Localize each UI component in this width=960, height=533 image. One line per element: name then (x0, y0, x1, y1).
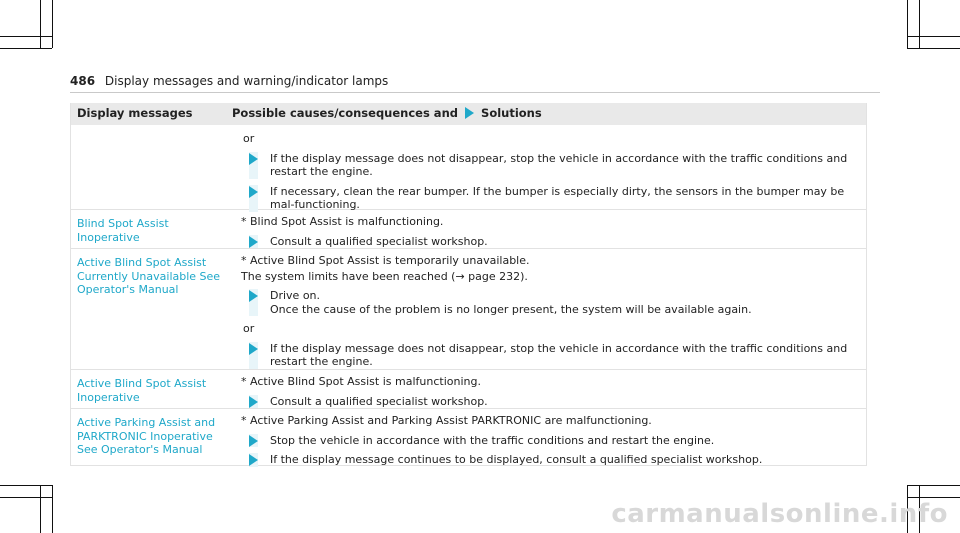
crop-mark (907, 485, 960, 486)
table-row (71, 209, 866, 248)
step-text: If the display message does not disappear, stop the vehicle in accordance with the traffic conditions and restart the engine. (270, 341, 848, 368)
step-text: If the display message does not disappear, stop the vehicle in accordance with the traffic conditions and restart the engine. (270, 151, 848, 178)
step-arrow-icon (249, 343, 258, 355)
crop-mark (52, 485, 53, 533)
step-bar (249, 453, 258, 467)
step-arrow-icon (249, 153, 258, 165)
crop-mark (907, 0, 908, 48)
page-number: 486 (70, 74, 96, 88)
table-header (71, 103, 866, 125)
crop-mark (907, 36, 960, 37)
step-text-line: Once the cause of the problem is no longer present, the system will be available again. (270, 302, 752, 316)
page-header (70, 74, 388, 88)
step-bar (249, 395, 258, 409)
solution-cell (227, 210, 866, 248)
step-arrow-icon (249, 290, 258, 302)
header-divider (70, 92, 880, 93)
solution-step (241, 434, 858, 448)
solution-step (241, 289, 858, 316)
crop-mark (0, 48, 52, 49)
or-label: or (243, 322, 255, 335)
col-header-causes (227, 107, 542, 121)
solution-step (241, 395, 858, 409)
solution-step (241, 342, 858, 369)
crop-mark (0, 497, 52, 498)
watermark: carmanualsonline.info (611, 499, 948, 529)
messages-table (70, 103, 867, 466)
message-cell (71, 125, 227, 209)
step-bar (249, 152, 258, 179)
crop-mark (907, 497, 960, 498)
step-bar (249, 235, 258, 249)
solution-step (241, 152, 858, 179)
solution-cell (227, 409, 866, 465)
message-cell: Active Blind Spot Assist Currently Unavailable See Operator's Manual (77, 256, 221, 296)
table-row (71, 369, 866, 408)
solution-cell (227, 370, 866, 408)
step-arrow-icon (249, 396, 258, 408)
step-text: Consult a qualified specialist workshop. (270, 234, 488, 248)
message-cell: Active Parking Assist and PARKTRONIC Inoperative See Operator's Manual (77, 416, 216, 456)
solutions-arrow-icon (465, 107, 474, 119)
crop-mark (907, 48, 960, 49)
solution-cell (227, 249, 866, 369)
cause-detail: The system limits have been reached (→ page 232). (241, 269, 528, 283)
crop-mark (40, 0, 41, 48)
step-text: If the display message continues to be displayed, consult a qualified specialist workshop. (270, 453, 763, 466)
step-bar (249, 342, 258, 369)
step-text: Consult a qualified specialist workshop. (270, 394, 488, 408)
step-arrow-icon (249, 186, 258, 198)
or-label: or (243, 132, 255, 145)
solution-step (241, 453, 858, 467)
col-header-solutions-label: Solutions (481, 106, 542, 121)
col-header-messages: Display messages (77, 106, 193, 121)
solution-cell (227, 125, 866, 209)
step-text: If necessary, clean the rear bumper. If the bumper is especially dirty, the sensors in the bumper may be mal-functioning. (270, 184, 845, 211)
step-bar (249, 289, 258, 316)
crop-mark (40, 485, 41, 533)
cause-text: * Active Blind Spot Assist is malfunctioning. (241, 375, 481, 388)
solution-step (241, 185, 858, 212)
table-row (71, 408, 866, 465)
message-cell: Blind Spot Assist Inoperative (77, 217, 169, 244)
step-text-line: Drive on. (270, 289, 321, 302)
table-row (71, 125, 866, 209)
message-cell: Active Blind Spot Assist Inoperative (77, 377, 207, 404)
page-title: Display messages and warning/indicator lamps (104, 74, 389, 88)
crop-mark (919, 0, 920, 48)
col-header-causes-label: Possible causes/consequences and (232, 106, 458, 121)
solution-step (241, 235, 858, 249)
step-arrow-icon (249, 435, 258, 447)
cause-text: * Active Blind Spot Assist is temporarily unavailable. (241, 254, 530, 267)
crop-mark (52, 0, 53, 48)
step-bar (249, 185, 258, 212)
step-arrow-icon (249, 236, 258, 248)
step-bar (249, 434, 258, 448)
step-arrow-icon (249, 454, 258, 466)
crop-mark (0, 36, 52, 37)
step-text (270, 289, 858, 316)
table-row (71, 248, 866, 369)
step-text: Stop the vehicle in accordance with the traffic conditions and restart the engine. (270, 433, 715, 447)
cause-text: * Blind Spot Assist is malfunctioning. (241, 215, 444, 228)
cause-text: * Active Parking Assist and Parking Assist PARKTRONIC are malfunctioning. (241, 414, 652, 427)
crop-mark (0, 485, 52, 486)
